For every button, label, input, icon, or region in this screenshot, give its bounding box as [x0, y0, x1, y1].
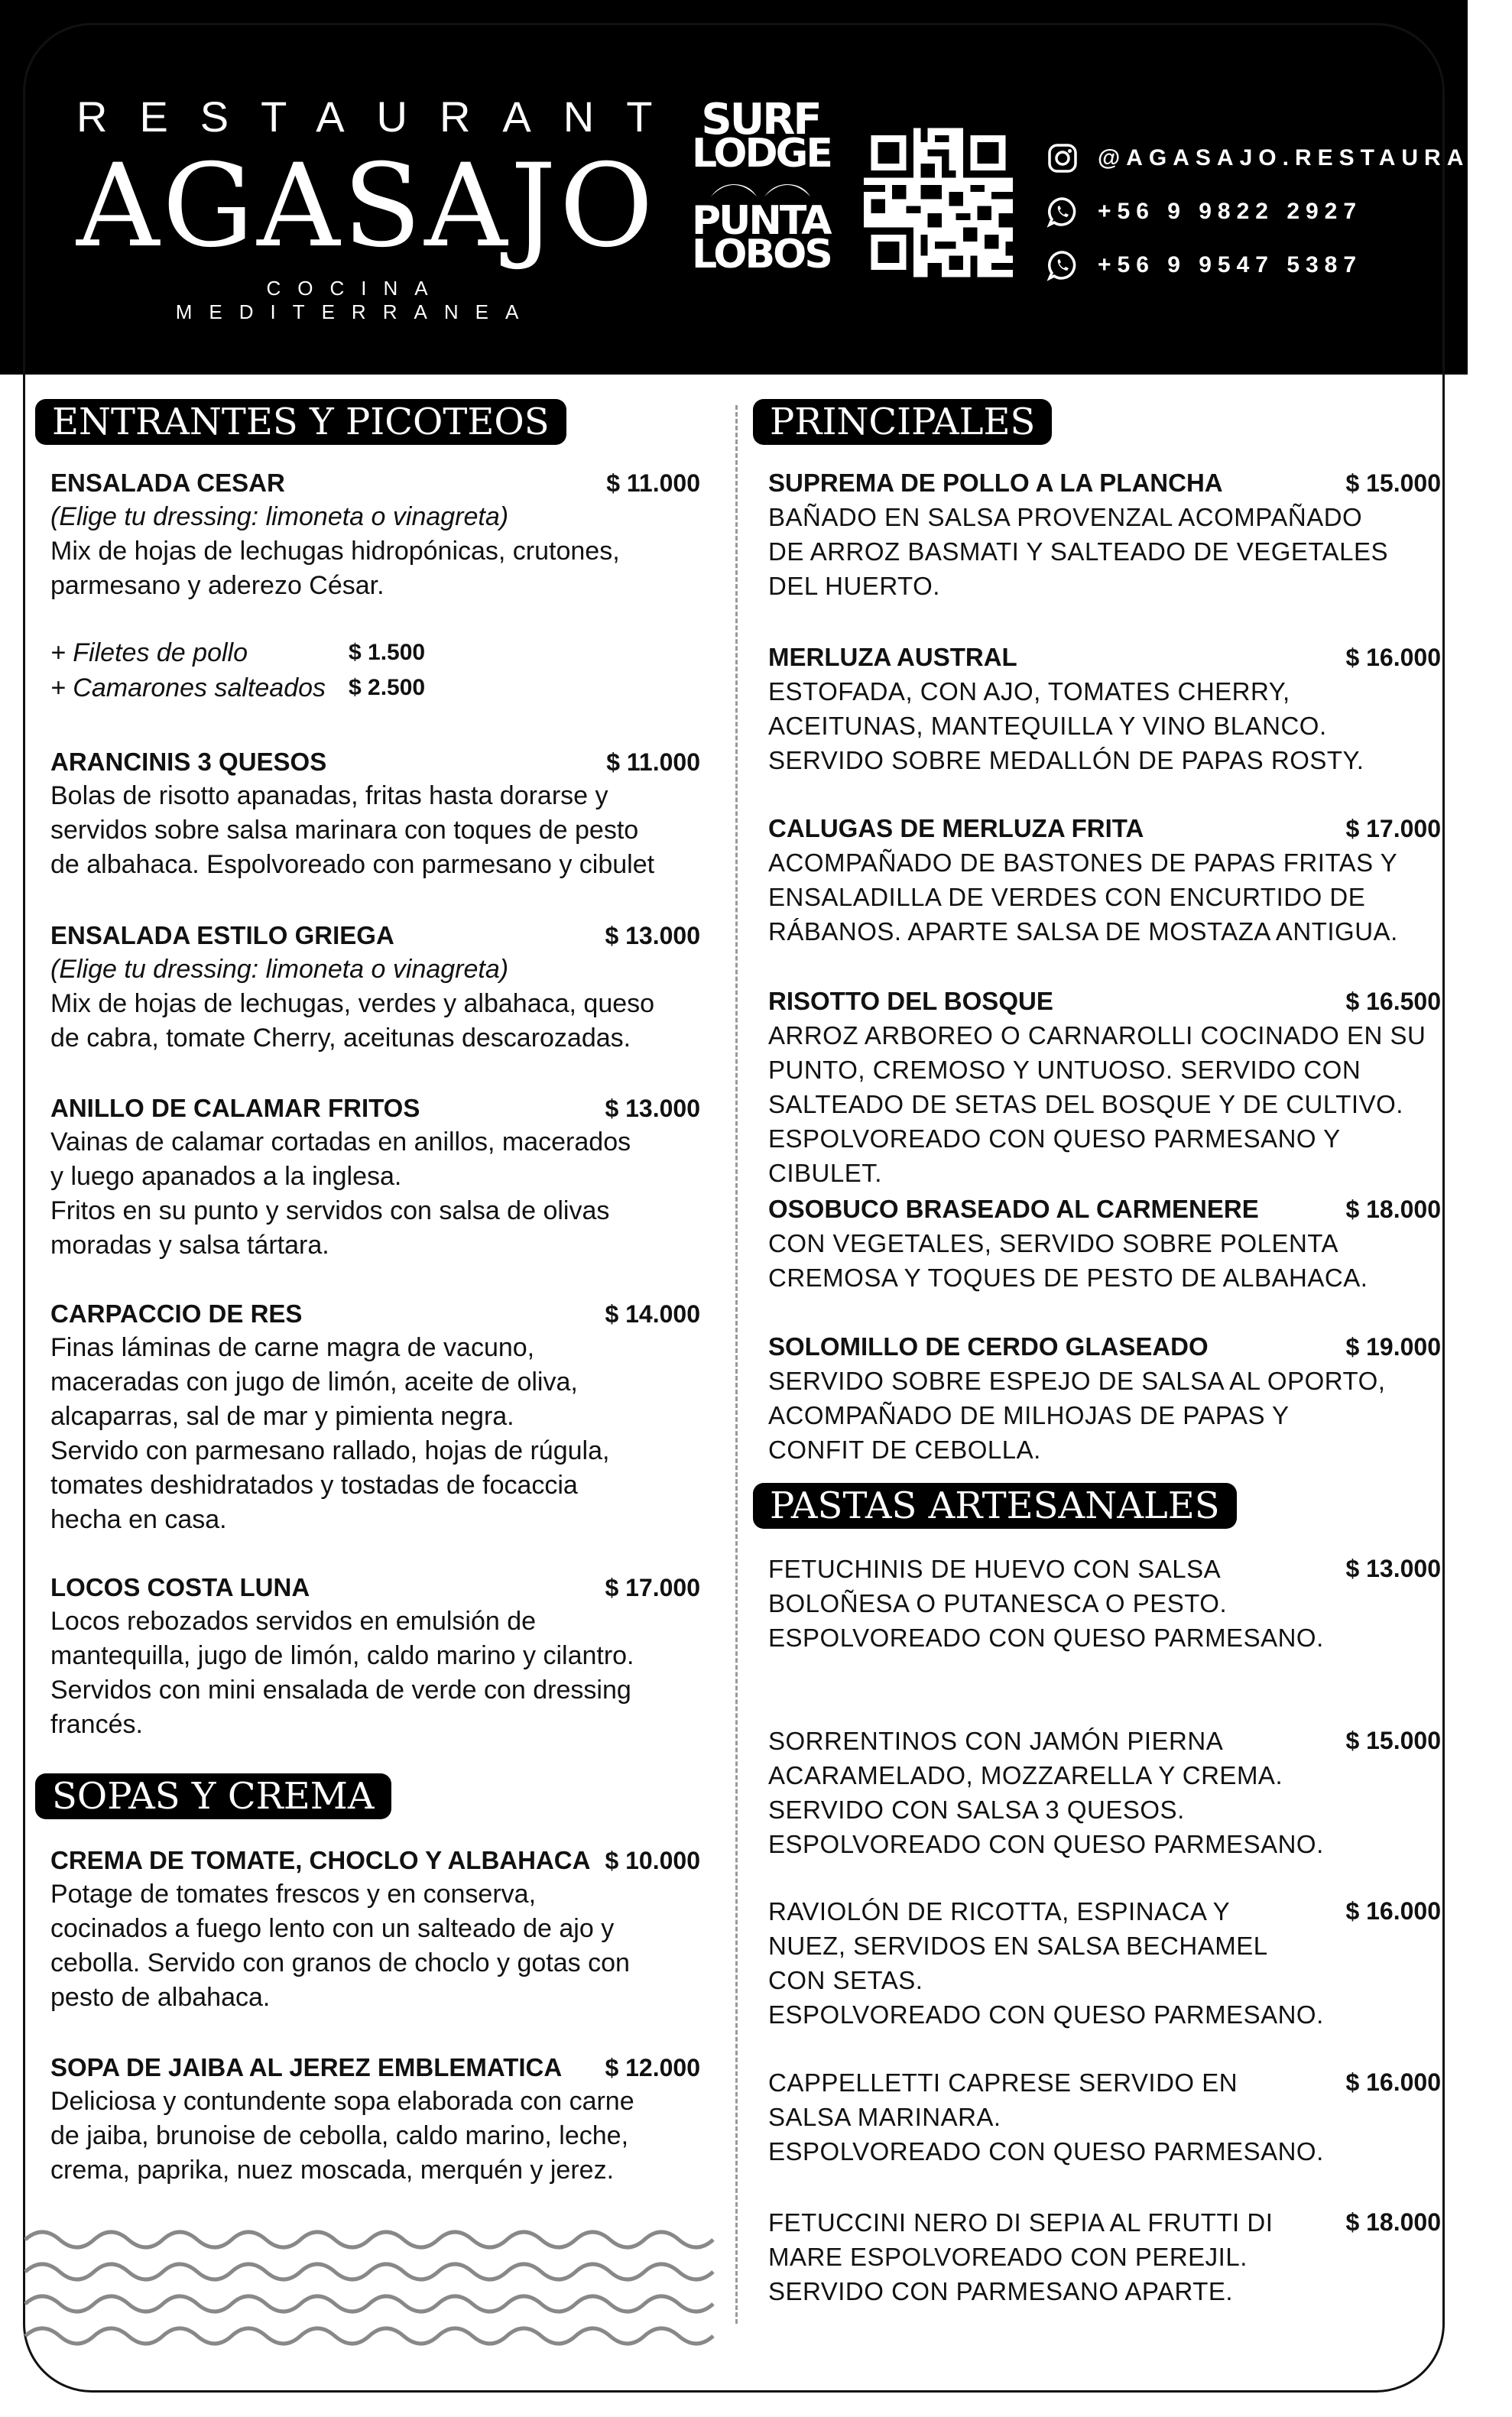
item-price: $ 15.000 [1345, 469, 1441, 497]
item-desc-line: MARE ESPOLVOREADO CON PEREJIL. [768, 2243, 1248, 2271]
menu-item-sorrentinos [768, 1724, 1441, 1861]
item-desc-line: CONFIT DE CEBOLLA. [768, 1436, 1041, 1464]
item-price: $ 16.500 [1345, 988, 1441, 1015]
item-desc-line: Deliciosa y contundente sopa elaborada con carne [50, 2087, 634, 2116]
item-price: $ 18.000 [1345, 2208, 1441, 2236]
item-desc-line: Mix de hojas de lechugas hidropónicas, crutones, [50, 537, 620, 566]
item-desc-line: PUNTO, CREMOSO Y UNTUOSO. SERVIDO CON [768, 1056, 1361, 1084]
brand-name: AGASAJO [76, 140, 657, 273]
item-desc-line: ACARAMELADO, MOZZARELLA Y CREMA. [768, 1761, 1283, 1789]
item-price: $ 11.000 [606, 748, 700, 776]
item-desc-line: Potage de tomates frescos y en conserva, [50, 1880, 537, 1909]
item-price: $ 15.000 [1345, 1727, 1441, 1754]
item-desc-line: cocinados a fuego lento con un salteado de ajo y [50, 1914, 615, 1943]
item-desc-line: SERVIDO SOBRE ESPEJO DE SALSA AL OPORTO, [768, 1367, 1386, 1395]
item-desc-line: Mix de hojas de lechugas, verdes y albahaca, queso [50, 989, 655, 1018]
item-desc-line: FETUCCINI NERO DI SEPIA AL FRUTTI DI [768, 2208, 1274, 2237]
menu-item-raviolon [768, 1894, 1441, 2032]
item-desc-line: maceradas con jugo de limón, aceite de oliva, [50, 1367, 578, 1397]
item-desc-line: RAVIOLÓN DE RICOTTA, ESPINACA Y [768, 1897, 1231, 1925]
section-title-pastas: PASTAS ARTESANALES [753, 1483, 1237, 1529]
section-title-entrantes: ENTRANTES Y PICOTEOS [35, 399, 566, 445]
item-desc-line: SALSA MARINARA. [768, 2103, 1001, 2131]
item-price: $ 11.000 [606, 469, 700, 497]
item-desc-line: y luego apanados a la inglesa. [50, 1162, 402, 1191]
item-name: RISOTTO DEL BOSQUE [768, 987, 1053, 1015]
phone-number-1: +56 9 9822 2927 [1098, 199, 1363, 224]
phone-number-2: +56 9 9547 5387 [1098, 252, 1363, 277]
item-desc-line: ESPOLVOREADO CON QUESO PARMESANO. [768, 2000, 1324, 2029]
item-desc-line: SALTEADO DE SETAS DEL BOSQUE Y DE CULTIVO. [768, 1090, 1403, 1118]
item-name: CARPACCIO DE RES [50, 1299, 303, 1328]
item-desc-line: ESPOLVOREADO CON QUESO PARMESANO. [768, 1624, 1324, 1652]
logo-line-2: LODGE [692, 131, 831, 177]
item-price: $ 10.000 [605, 1847, 700, 1874]
item-price: $ 13.000 [605, 1095, 700, 1122]
logo-line-1: SURF [701, 95, 820, 144]
item-desc-line: tomates deshidratados y tostadas de focaccia [50, 1471, 578, 1500]
item-note: (Elige tu dressing: limoneta o vinagreta) [50, 955, 509, 984]
item-name: ENSALADA ESTILO GRIEGA [50, 921, 394, 949]
item-price: $ 16.000 [1345, 1897, 1441, 1925]
item-desc-line: Servidos con mini ensalada de verde con dressing [50, 1676, 631, 1705]
item-name: CALUGAS DE MERLUZA FRITA [768, 814, 1144, 842]
item-price: $ 13.000 [605, 922, 700, 949]
item-price: $ 17.000 [1345, 815, 1441, 842]
menu-item-ensalada-griega [50, 919, 700, 1056]
item-price: $ 18.000 [1345, 1196, 1441, 1223]
item-name: ENSALADA CESAR [50, 469, 285, 497]
item-name: SOLOMILLO DE CERDO GLASEADO [768, 1332, 1209, 1361]
menu-item-osobuco [768, 1192, 1441, 1295]
item-desc-line: NUEZ, SERVIDOS EN SALSA BECHAMEL [768, 1932, 1268, 1960]
menu-item-fetuchinis [768, 1552, 1441, 1655]
item-desc-line: DE ARROZ BASMATI Y SALTEADO DE VEGETALES [768, 537, 1389, 566]
item-price: $ 16.000 [1345, 2068, 1441, 2096]
item-desc-line: Bolas de risotto apanadas, fritas hasta dorarse y [50, 781, 608, 810]
item-desc-line: ENSALADILLA DE VERDES CON ENCURTIDO DE [768, 883, 1366, 911]
item-desc-line: ACOMPAÑADO DE MILHOJAS DE PAPAS Y [768, 1401, 1290, 1429]
logo-line-4: LOBOS [692, 232, 831, 277]
item-desc-line: CON SETAS. [768, 1966, 923, 1994]
item-desc-line: DEL HUERTO. [768, 572, 940, 600]
item-name: MERLUZA AUSTRAL [768, 643, 1017, 671]
menu-item-fetuccini-nero [768, 2205, 1441, 2308]
menu-item-risotto-bosque [768, 985, 1441, 1190]
item-desc-line: servidos sobre salsa marinara con toques de pesto [50, 816, 639, 845]
brand-subtitle: COCINA MEDITERRANEA [175, 277, 536, 323]
item-desc-line: pesto de albahaca. [50, 1983, 271, 2012]
item-desc-line: CREMOSA Y TOQUES DE PESTO DE ALBAHACA. [768, 1264, 1368, 1292]
item-desc-line: de jaiba, brunoise de cebolla, caldo marino, leche, [50, 2121, 629, 2150]
item-desc-line: ACOMPAÑADO DE BASTONES DE PAPAS FRITAS Y [768, 848, 1398, 877]
extra-price: $ 2.500 [349, 675, 426, 700]
extra-row [50, 635, 700, 670]
item-name: LOCOS COSTA LUNA [50, 1573, 310, 1601]
extra-row [50, 670, 700, 706]
item-desc-line: Finas láminas de carne magra de vacuno, [50, 1333, 535, 1362]
extra-price: $ 1.500 [349, 640, 426, 665]
extra-name: + Camarones salteados [50, 673, 326, 702]
item-name: SOPA DE JAIBA AL JEREZ EMBLEMATICA [50, 2053, 563, 2081]
item-desc-line: BOLOÑESA O PUTANESCA O PESTO. [768, 1589, 1228, 1617]
menu-item-ensalada-cesar [50, 466, 700, 706]
wave-decoration-icon [25, 2224, 713, 2347]
item-name: ARANCINIS 3 QUESOS [50, 748, 327, 776]
item-desc-line: Servido con parmesano rallado, hojas de rúgula, [50, 1436, 610, 1465]
item-desc-line: ESTOFADA, CON AJO, TOMATES CHERRY, [768, 677, 1290, 706]
item-price: $ 17.000 [605, 1574, 700, 1601]
logo-line-3: PUNTA [692, 198, 830, 244]
item-desc-line: CON VEGETALES, SERVIDO SOBRE POLENTA [768, 1229, 1339, 1257]
item-name: CREMA DE TOMATE, CHOCLO Y ALBAHACA [50, 1846, 591, 1874]
item-name: ANILLO DE CALAMAR FRITOS [50, 1094, 420, 1122]
column-divider [735, 405, 738, 2324]
menu-item-solomillo [768, 1330, 1441, 1467]
item-desc-line: ACEITUNAS, MANTEQUILLA Y VINO BLANCO. [768, 712, 1327, 740]
item-desc-line: SERVIDO CON PARMESANO APARTE. [768, 2277, 1234, 2305]
brand-top-label: RESTAURANT [76, 92, 685, 141]
item-desc-line: ESPOLVOREADO CON QUESO PARMESANO Y CIBULET. [768, 1124, 1341, 1187]
item-desc-line: Vainas de calamar cortadas en anillos, macerados [50, 1127, 631, 1157]
item-desc-line: de cabra, tomate Cherry, aceitunas descarozadas. [50, 1024, 631, 1053]
section-title-principales: PRINCIPALES [753, 399, 1052, 445]
item-desc-line: CAPPELLETTI CAPRESE SERVIDO EN [768, 2068, 1238, 2097]
menu-item-calugas-merluza [768, 812, 1441, 949]
item-note: (Elige tu dressing: limoneta o vinagreta) [50, 502, 509, 531]
item-desc-line: mantequilla, jugo de limón, caldo marino y cilantro. [50, 1641, 634, 1670]
menu-item-crema-tomate [50, 1844, 700, 2015]
item-desc-line: cebolla. Servido con granos de choclo y gotas con [50, 1948, 630, 1977]
item-desc-line: Locos rebozados servidos en emulsión de [50, 1607, 537, 1636]
menu-item-merluza-austral [768, 641, 1441, 777]
item-desc-line: FETUCHINIS DE HUEVO CON SALSA [768, 1555, 1222, 1583]
item-desc-line: SERVIDO CON SALSA 3 QUESOS. [768, 1796, 1185, 1824]
item-desc-line: parmesano y aderezo César. [50, 571, 384, 600]
item-desc-line: de albahaca. Espolvoreado con parmesano y cibulet [50, 850, 655, 879]
item-desc-line: alcaparras, sal de mar y pimienta negra. [50, 1402, 514, 1431]
item-price: $ 13.000 [1345, 1555, 1441, 1582]
item-desc-line: SERVIDO SOBRE MEDALLÓN DE PAPAS ROSTY. [768, 746, 1364, 774]
item-price: $ 19.000 [1345, 1333, 1441, 1361]
item-desc-line: hecha en casa. [50, 1505, 227, 1534]
item-desc-line: Fritos en su punto y servidos con salsa de olivas [50, 1196, 610, 1225]
item-desc-line: RÁBANOS. APARTE SALSA DE MOSTAZA ANTIGUA. [768, 917, 1398, 946]
menu-item-arancinis [50, 745, 700, 882]
item-desc-line: SORRENTINOS CON JAMÓN PIERNA [768, 1727, 1224, 1755]
item-name: SUPREMA DE POLLO A LA PLANCHA [768, 469, 1223, 497]
item-name: OSOBUCO BRASEADO AL CARMENERE [768, 1195, 1259, 1223]
menu-item-suprema-pollo [768, 466, 1441, 603]
menu-item-cappelletti [768, 2065, 1441, 2169]
instagram-handle: @AGASAJO.RESTAURANT [1098, 145, 1512, 170]
item-desc-line: francés. [50, 1710, 143, 1739]
item-price: $ 12.000 [605, 2054, 700, 2081]
item-desc-line: crema, paprika, nuez moscada, merquén y jerez. [50, 2156, 615, 2185]
item-desc-line: ESPOLVOREADO CON QUESO PARMESANO. [768, 2137, 1324, 2166]
item-desc-line: ESPOLVOREADO CON QUESO PARMESANO. [768, 1830, 1324, 1858]
item-price: $ 16.000 [1345, 644, 1441, 671]
item-desc-line: BAÑADO EN SALSA PROVENZAL ACOMPAÑADO [768, 503, 1363, 531]
item-desc-line: ARROZ ARBOREO O CARNAROLLI COCINADO EN SU [768, 1021, 1426, 1050]
menu-item-locos [50, 1571, 700, 1742]
item-desc-line: moradas y salsa tártara. [50, 1231, 329, 1260]
menu-item-anillo-calamar [50, 1092, 700, 1263]
section-title-sopas: SOPAS Y CREMA [35, 1773, 391, 1819]
extra-name: + Filetes de pollo [50, 638, 248, 667]
item-price: $ 14.000 [605, 1300, 700, 1328]
menu-item-carpaccio [50, 1297, 700, 1537]
menu-item-sopa-jaiba [50, 2051, 700, 2188]
